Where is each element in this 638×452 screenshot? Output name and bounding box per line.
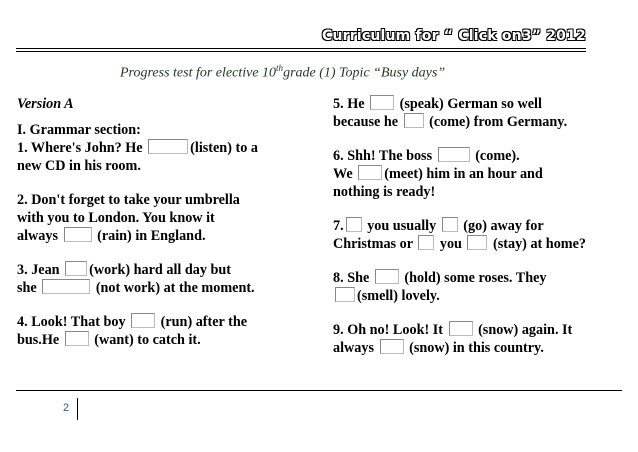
answer-blank-6b[interactable] bbox=[358, 165, 382, 180]
answer-blank-7a[interactable] bbox=[346, 217, 362, 232]
answer-blank-3b[interactable] bbox=[42, 279, 90, 294]
answer-blank-9b[interactable] bbox=[380, 339, 404, 354]
answer-blank-8b[interactable] bbox=[335, 287, 355, 302]
curriculum-header-title: Curriculum for “ Click on3” 2012 bbox=[321, 28, 586, 44]
answer-blank-7c[interactable] bbox=[418, 235, 434, 250]
test-subtitle: Progress test for elective 10thgrade (1) Topic “Busy days” bbox=[120, 63, 446, 81]
question-2: 2. Don't forget to take your umbrella bbox=[17, 192, 240, 208]
answer-blank-5b[interactable] bbox=[404, 113, 424, 128]
question-9: 9. Oh no! Look! It (snow) again. It bbox=[333, 322, 573, 338]
answer-blank-9a[interactable] bbox=[449, 321, 473, 336]
answer-blank-2[interactable] bbox=[64, 227, 92, 242]
answer-blank-1[interactable] bbox=[148, 139, 188, 154]
answer-blank-5a[interactable] bbox=[370, 95, 394, 110]
answer-blank-4a[interactable] bbox=[131, 313, 155, 328]
left-column: Version A I. Grammar section: 1. Where's John? He (listen) to a new CD in his room. 2. Don't forget to take your umbrella with you to London. You know it always (rain) in England. 3. Jean (work) hard all day but she (not work) at the moment. 4. Look! That boy (run) after the bus.He (want) to catch it. bbox=[17, 95, 317, 349]
question-5: 5. He (speak) German so well bbox=[333, 96, 542, 112]
answer-blank-4b[interactable] bbox=[65, 331, 89, 346]
answer-blank-6a[interactable] bbox=[438, 147, 470, 162]
answer-blank-3a[interactable] bbox=[65, 261, 87, 276]
question-6: 6. Shh! The boss (come). bbox=[333, 148, 520, 164]
answer-blank-8a[interactable] bbox=[375, 269, 399, 284]
footer-rule bbox=[16, 390, 622, 391]
question-8: 8. She (hold) some roses. They bbox=[333, 270, 547, 286]
question-3: 3. Jean (work) hard all day but bbox=[17, 262, 232, 278]
question-7: 7. you usually (go) away for bbox=[333, 218, 544, 234]
header-double-rule bbox=[16, 48, 586, 52]
answer-blank-7d[interactable] bbox=[467, 235, 487, 250]
page-number: 2 bbox=[62, 402, 70, 414]
question-1: 1. Where's John? He (listen) to a bbox=[17, 140, 258, 156]
grammar-section-heading: I. Grammar section: bbox=[17, 122, 141, 138]
answer-blank-7b[interactable] bbox=[442, 217, 458, 232]
page-number-divider bbox=[77, 398, 78, 420]
question-4: 4. Look! That boy (run) after the bbox=[17, 314, 248, 330]
right-column: 5. He (speak) German so well because he (come) from Germany. 6. Shh! The boss (come). We (meet) him in an hour and nothing is ready! 7. you usually (go) away for Christmas or you (stay) at home? 8. She (hold) some roses. They (smell) lovely. 9. Oh no! Look! It (snow) again. It always (snow) in this country. bbox=[333, 95, 633, 357]
version-label: Version A bbox=[17, 96, 74, 112]
